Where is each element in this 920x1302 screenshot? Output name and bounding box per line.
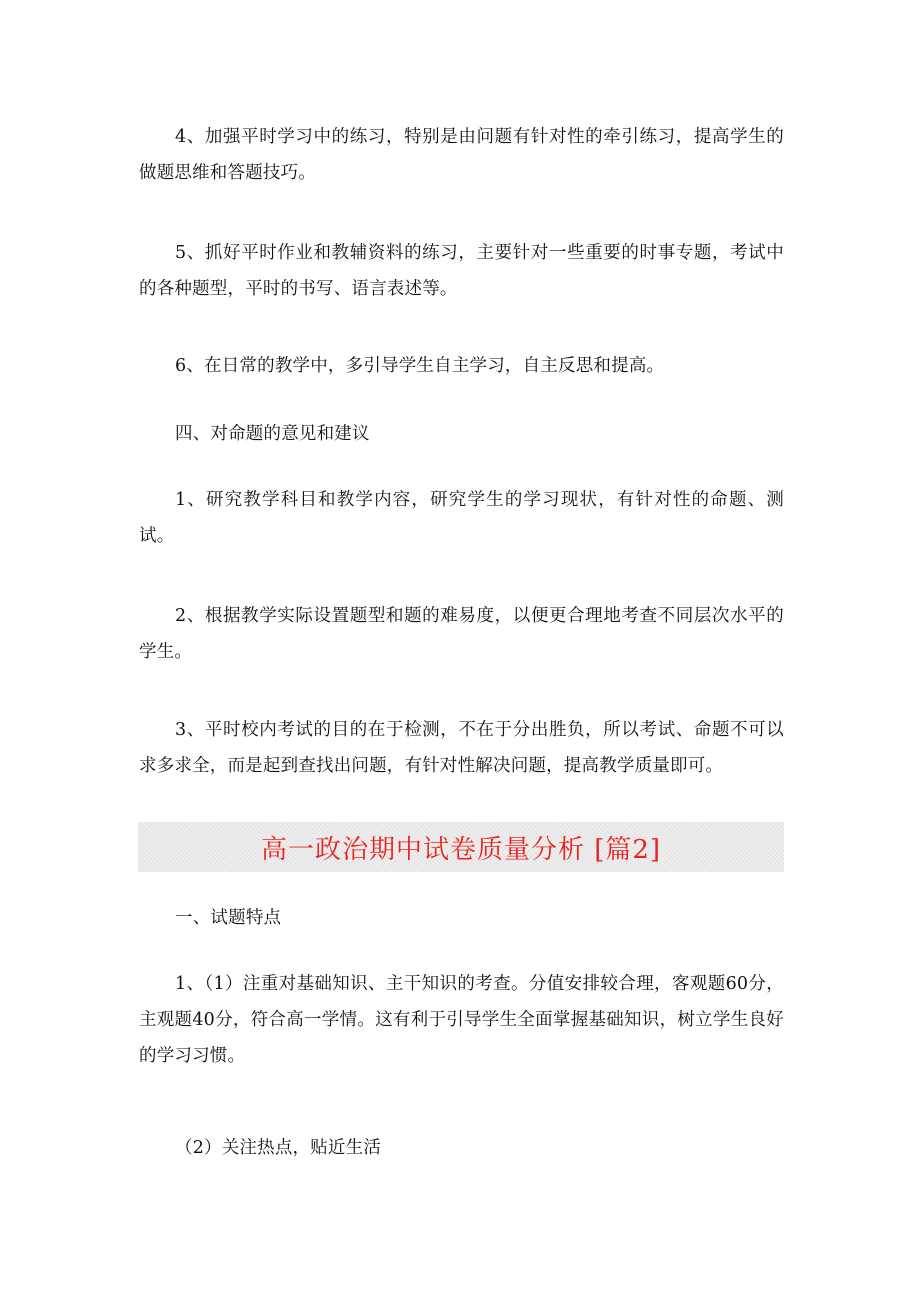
paragraph-item-6: 6、在日常的教学中，多引导学生自主学习，自主反思和提高。	[175, 356, 665, 376]
section-heading-band	[138, 822, 784, 872]
paragraph-item-4: 4、加强平时学习中的练习，特别是由问题有针对性的牵引练习，提高学生的做题思维和答题技巧。	[139, 127, 784, 183]
suggestion-item-1: 1、研究教学科目和教学内容，研究学生的学习现状，有针对性的命题、测试。	[139, 490, 784, 546]
feature-item-2: （2）关注热点，贴近生活	[175, 1138, 382, 1158]
section-heading: 高一政治期中试卷质量分析 [篇2]	[260, 834, 662, 865]
suggestion-item-2: 2、根据教学实际设置题型和题的难易度，以便更合理地考查不同层次水平的学生。	[139, 606, 784, 662]
feature-item-1: 1、（1）注重对基础知识、主干知识的考查。分值安排较合理，客观题60分，主观题40分，符合高一学情。这有利于引导学生全面掌握基础知识，树立学生良好的学习习惯。	[139, 974, 784, 1066]
section-one-title: 一、试题特点	[175, 908, 282, 928]
section-four-title: 四、对命题的意见和建议	[175, 424, 370, 444]
paragraph-item-5: 5、抓好平时作业和教辅资料的练习，主要针对一些重要的时事专题，考试中的各种题型，平时的书写、语言表述等。	[139, 243, 784, 299]
suggestion-item-3: 3、平时校内考试的目的在于检测，不在于分出胜负，所以考试、命题不可以求多求全，而是起到查找出问题，有针对性解决问题，提高教学质量即可。	[139, 720, 784, 776]
